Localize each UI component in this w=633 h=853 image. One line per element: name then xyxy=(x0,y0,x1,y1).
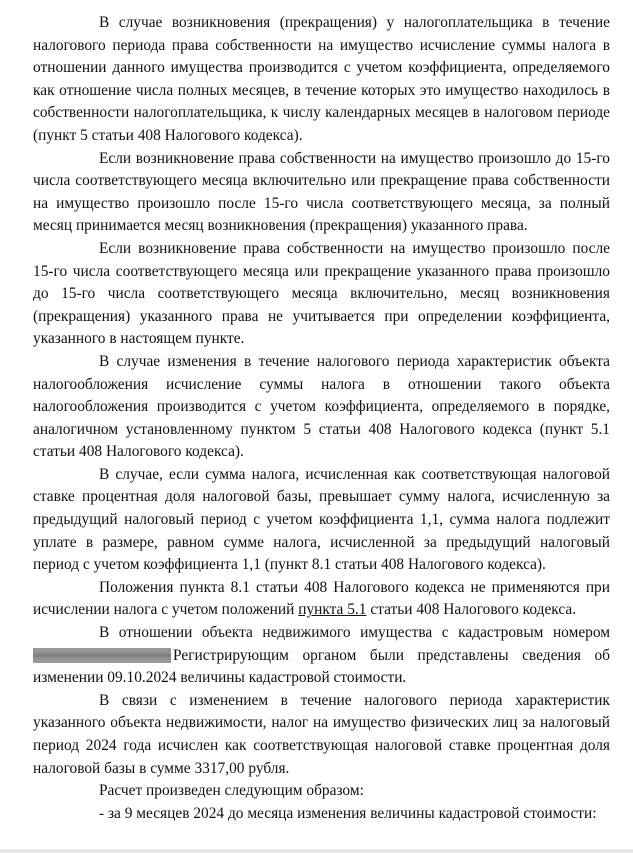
paragraph-exception xyxy=(33,577,610,622)
paragraph-tax-result: В связи с изменением в течение налогового периода характеристик указанного объекта недвижимости, налог на имущество физических лиц за налоговый период 2024 года исчислен как соответствующая налоговой ставке процентная доля налоговой базы в сумме 3317,00 рубля. xyxy=(33,691,610,777)
paragraph-cadastral-object xyxy=(33,622,610,690)
paragraph-exception-text-after: статьи 408 Налогового кодекса. xyxy=(366,601,577,619)
paragraph-cadastral-text-after: Регистрирующим органом были представлены сведения об изменении 09.10.2024 величины кадастровой стоимости. xyxy=(33,646,610,687)
paragraph-ownership-coefficient: В случае возникновения (прекращения) у налогоплательщика в течение налогового периода права собственности на имущество исчисление суммы налога в отношении данного имущества производится с учетом коэффициента, определяемого как отношение числа полных месяцев, в течение которых это имущество находилось в собственности налогоплательщика, к числу календарных месяцев в налоговом периоде (пункт 5 статьи 408 Налогового кодекса). xyxy=(33,14,610,144)
page-bottom-edge xyxy=(0,849,633,853)
paragraph-cadastral-text-before: В отношении объекта недвижимого имущества с кадастровым номером xyxy=(99,624,610,642)
paragraph-calculation-intro: Расчет произведен следующим образом: xyxy=(99,782,364,800)
paragraph-characteristics-change: В случае изменения в течение налогового периода характеристик объекта налогообложения исчисление суммы налога в отношении такого объекта налогообложения производится с учетом коэффициента, определяемого в порядке, аналогичном установленному пунктом 5 статьи 408 Налогового кодекса (пункт 5.1 статьи 408 Налогового кодекса). xyxy=(33,352,610,461)
paragraph-exception-text-before: Положения пункта 8.1 статьи 408 Налогового кодекса не применяются при исчислении налога с учетом положений xyxy=(33,578,610,619)
list-item-nine-months: - за 9 месяцев 2024 до месяца изменения величины кадастровой стоимости: xyxy=(99,804,597,822)
clause-5-1-link[interactable]: пункта 5.1 xyxy=(298,601,367,619)
document-body xyxy=(33,12,610,825)
paragraph-before-15th-rule: Если возникновение права собственности на имущество произошло до 15-го числа соответствующего месяца включительно или прекращение права собственности на имущество произошло после 15-го числа соответствующего месяца, за полный месяц принимается месяц возникновения (прекращения) указанного права. xyxy=(33,149,610,235)
paragraph-coefficient-limit: В случае, если сумма налога, исчисленная как соответствующая налоговой ставке процентная доля налоговой базы, превышает сумму налога, исчисленную за предыдущий налоговый период с учетом коэффициента 1,1, сумма налога подлежит уплате в размере, равном сумме налога, исчисленной за предыдущий налоговый период с учетом коэффициента 1,1 (пункт 8.1 статьи 408 Налогового кодекса). xyxy=(33,465,610,574)
paragraph-after-15th-rule: Если возникновение права собственности на имущество произошло после 15-го числа соответствующего месяца или прекращение указанного права произошло до 15-го числа соответствующего месяца включительно, месяц возникновения (прекращения) указанного права не учитывается при определении коэффициента, указанного в настоящем пункте. xyxy=(33,239,610,348)
redacted-cadastral-number xyxy=(33,648,171,663)
